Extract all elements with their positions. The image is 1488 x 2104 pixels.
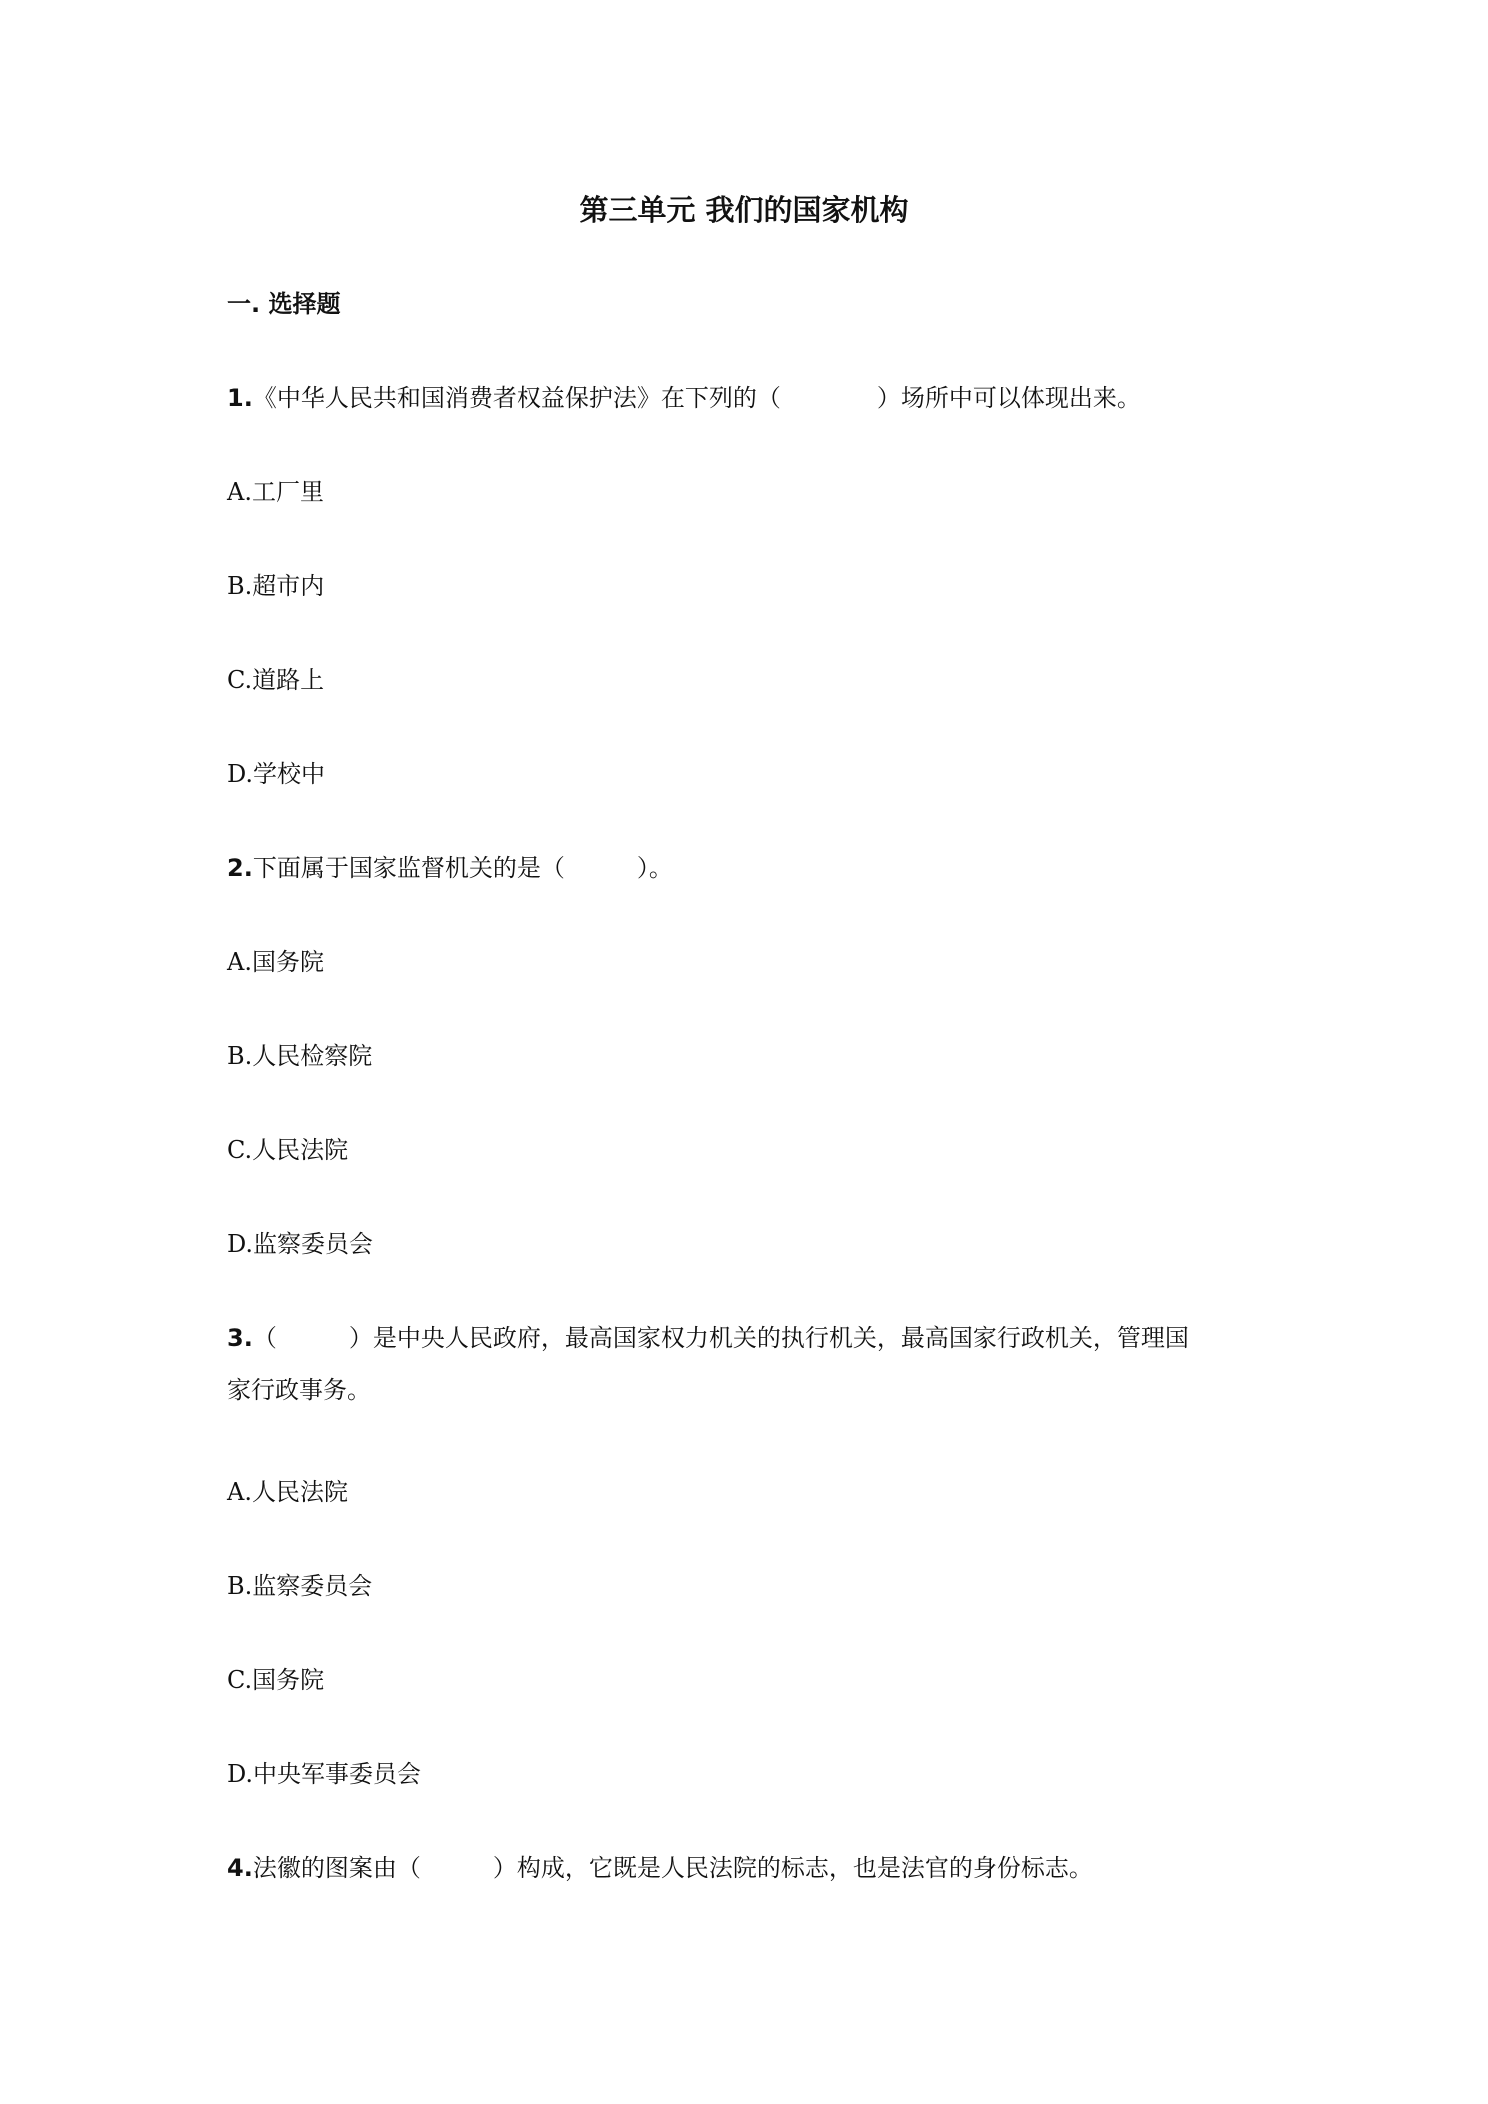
question-text: （ ）是中央人民政府，最高国家权力机关的执行机关，最高国家行政机关，管理国 [252,1324,1189,1352]
question-number: 4. [227,1854,253,1882]
option-c: C.道路上 [227,666,325,694]
option-d: D.监察委员会 [227,1230,374,1258]
question-text: 法徽的图案由（ ）构成，它既是人民法院的标志，也是法官的身份标志。 [252,1854,1093,1882]
question-text-continued: 家行政事务。 [227,1376,371,1404]
option-c: C.国务院 [227,1666,325,1694]
question-1 [227,378,1267,418]
question-number: 1. [227,384,253,412]
document-title: 第三单元 我们的国家机构 [579,193,909,227]
question-4 [227,1848,1267,1888]
option-a: A.工厂里 [227,478,324,506]
option-d: D.中央军事委员会 [227,1760,422,1788]
option-b: B.监察委员会 [227,1572,373,1600]
section-heading: 一. 选择题 [227,290,341,318]
option-d: D.学校中 [227,760,326,788]
option-b: B.人民检察院 [227,1042,373,1070]
question-text: 下面属于国家监督机关的是（ ）。 [252,854,673,882]
question-number: 3. [227,1324,253,1352]
option-a: A.国务院 [227,948,324,976]
option-a: A.人民法院 [227,1478,348,1506]
question-number: 2. [227,854,253,882]
question-text: 《中华人民共和国消费者权益保护法》在下列的（ ）场所中可以体现出来。 [252,384,1141,412]
option-c: C.人民法院 [227,1136,349,1164]
question-2 [227,848,1267,888]
option-b: B.超市内 [227,572,325,600]
question-3 [227,1318,1267,1410]
